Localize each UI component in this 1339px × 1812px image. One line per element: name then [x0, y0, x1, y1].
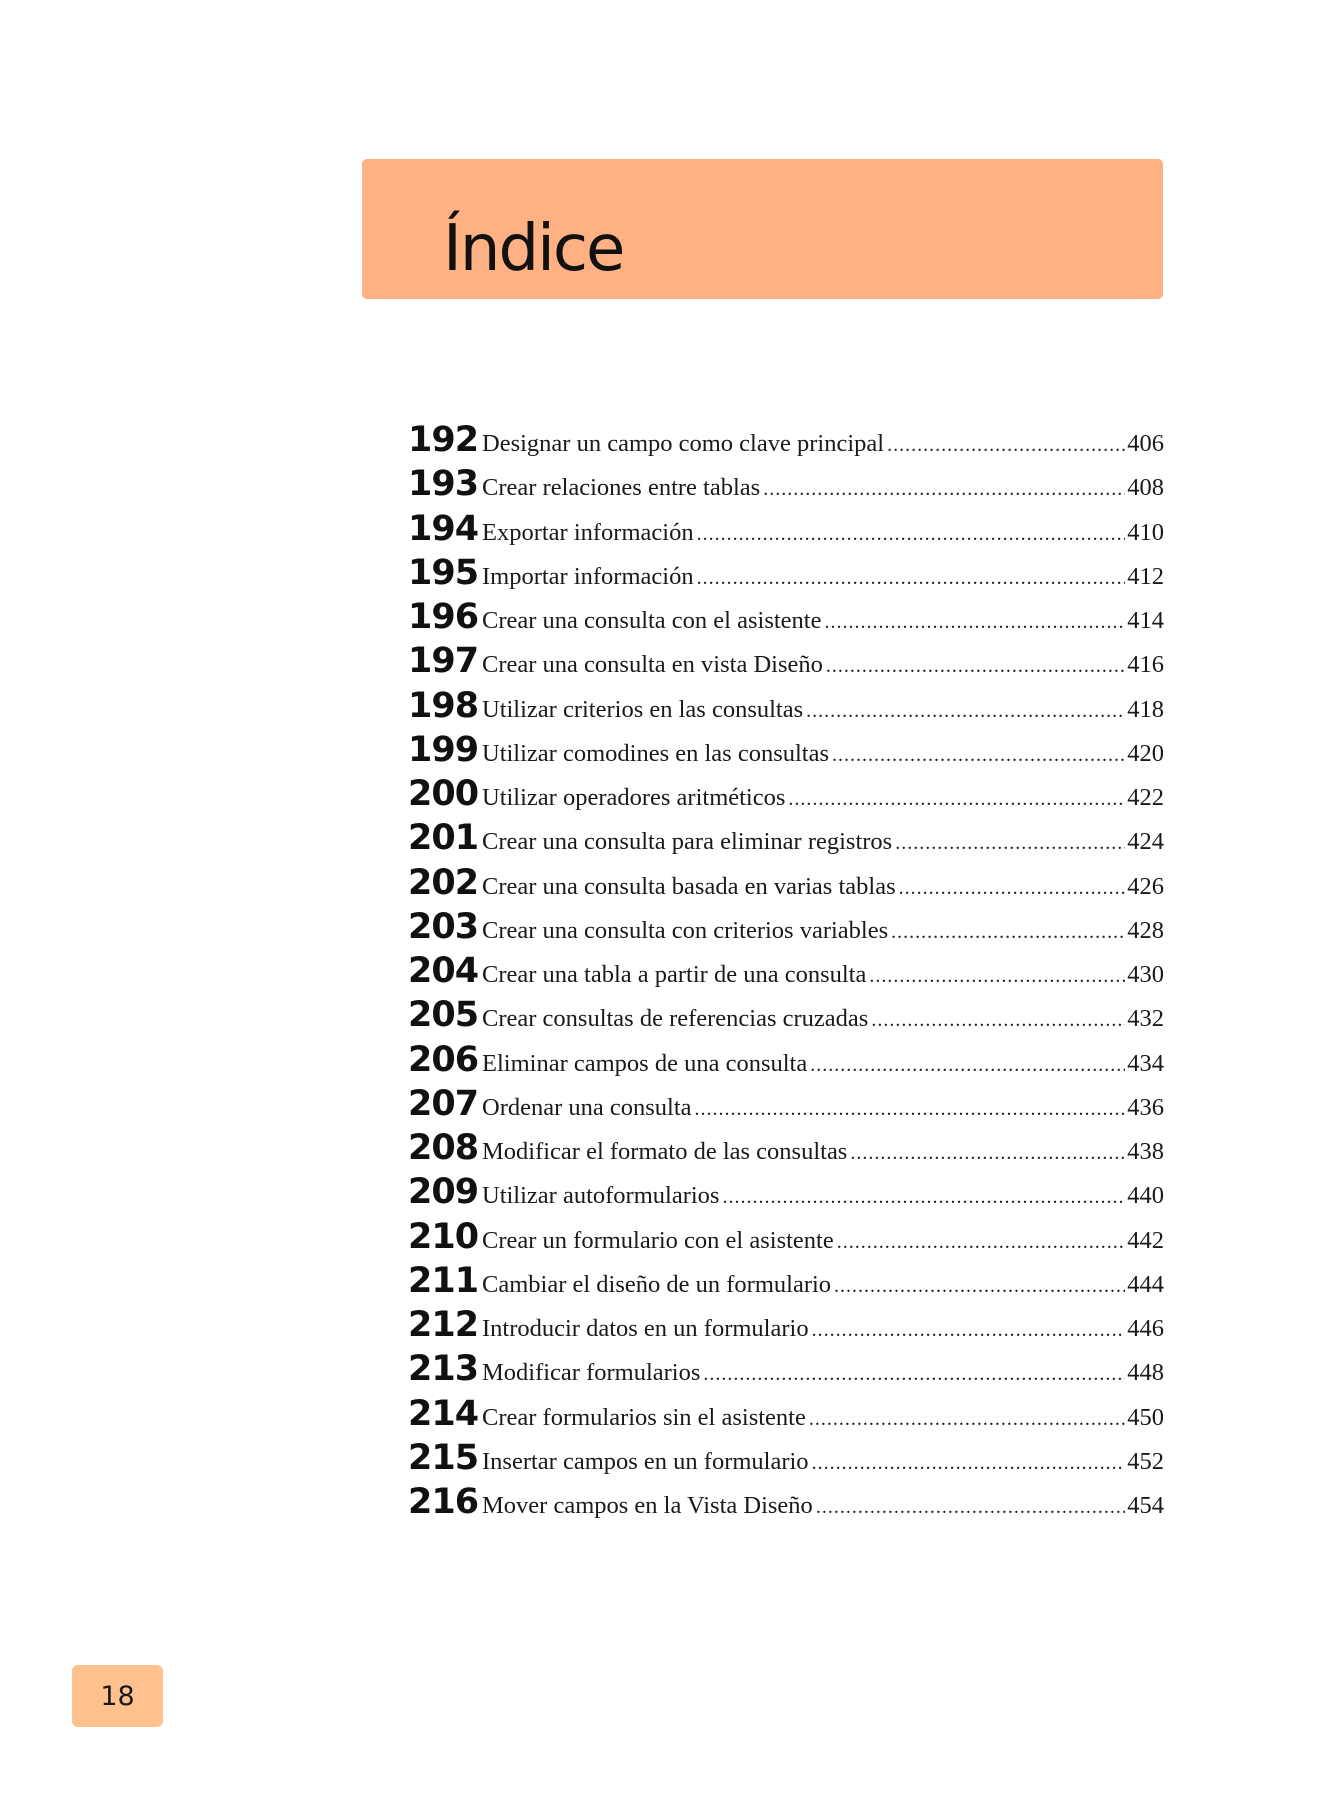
toc-entry-title: Utilizar autoformularios	[482, 1182, 720, 1210]
toc-entry-number: 197	[408, 641, 479, 682]
toc-entry-page: 442	[1127, 1226, 1164, 1254]
toc-entry[interactable]	[408, 1216, 1164, 1264]
toc-entry[interactable]	[408, 597, 1164, 644]
toc-entry[interactable]	[408, 906, 1164, 954]
toc-leader-dots	[824, 612, 1125, 632]
toc-entry-title: Modificar formularios	[482, 1359, 701, 1387]
toc-entry-page: 448	[1127, 1359, 1164, 1387]
toc-entry-title: Crear un formulario con el asistente	[482, 1226, 834, 1254]
toc-entry-title: Crear una consulta para eliminar registros	[482, 828, 893, 856]
toc-entry[interactable]	[408, 818, 1164, 865]
toc-leader-dots	[697, 524, 1126, 544]
toc-entry[interactable]	[408, 420, 1164, 467]
toc-entry-page: 432	[1127, 1005, 1164, 1033]
toc-entry[interactable]	[408, 508, 1164, 556]
toc-entry-page: 420	[1127, 739, 1164, 767]
toc-leader-dots	[832, 745, 1125, 765]
toc-leader-dots	[703, 1364, 1125, 1384]
toc-leader-dots	[837, 1232, 1126, 1252]
toc-entry-title: Introducir datos en un formulario	[482, 1315, 809, 1342]
toc-leader-dots	[816, 1497, 1125, 1517]
toc-entry-number: 210	[408, 1216, 479, 1257]
toc-entry-number: 212	[408, 1305, 479, 1345]
toc-entry[interactable]	[408, 1305, 1164, 1352]
toc-entry[interactable]	[408, 1128, 1164, 1175]
toc-entry-number: 198	[408, 685, 479, 726]
toc-leader-dots	[695, 1099, 1126, 1119]
toc-entry-title: Crear formularios sin el asistente	[482, 1403, 806, 1431]
toc-entry-number: 204	[408, 951, 479, 991]
toc-entry-page: 438	[1127, 1138, 1164, 1165]
toc-entry-number: 214	[408, 1393, 479, 1434]
toc-entry[interactable]	[408, 1172, 1164, 1219]
toc-entry[interactable]	[408, 685, 1164, 733]
toc-entry-title: Crear una consulta basada en varias tablas	[482, 872, 896, 900]
toc-entry[interactable]	[408, 1437, 1164, 1485]
toc-entry-number: 206	[408, 1039, 479, 1080]
toc-entry-number: 213	[408, 1349, 479, 1390]
toc-entry-page: 454	[1127, 1492, 1164, 1519]
toc-entry-number: 205	[408, 995, 479, 1036]
title-banner	[362, 159, 1163, 299]
toc-leader-dots	[826, 656, 1125, 676]
toc-entry-page: 406	[1127, 430, 1164, 457]
toc-leader-dots	[899, 878, 1126, 898]
toc-entry-page: 408	[1127, 474, 1164, 502]
toc-leader-dots	[809, 1409, 1125, 1429]
toc-entry[interactable]	[408, 464, 1164, 511]
toc-leader-dots	[871, 1010, 1125, 1030]
toc-entry-number: 200	[408, 774, 479, 814]
toc-entry[interactable]	[408, 641, 1164, 688]
toc-entry-page: 418	[1127, 695, 1164, 723]
toc-entry-page: 452	[1127, 1447, 1164, 1475]
toc-entry-page: 412	[1127, 562, 1164, 590]
toc-entry-page: 416	[1127, 651, 1164, 679]
toc-entry-title: Cambiar el diseño de un formulario	[482, 1270, 832, 1298]
toc-entry-page: 410	[1127, 518, 1164, 546]
toc-leader-dots	[850, 1143, 1125, 1163]
toc-entry-page: 434	[1127, 1049, 1164, 1077]
toc-entry-page: 450	[1127, 1403, 1164, 1431]
toc-entry-title: Crear una consulta en vista Diseño	[482, 651, 823, 679]
toc-entry-title: Utilizar comodines en las consultas	[482, 739, 829, 767]
toc-entry-number: 216	[408, 1482, 479, 1522]
toc-leader-dots	[806, 701, 1125, 721]
toc-entry-title: Crear una consulta con criterios variables	[482, 916, 889, 944]
toc-entry-number: 211	[408, 1260, 479, 1301]
toc-leader-dots	[722, 1187, 1125, 1207]
toc-entry-title: Utilizar operadores aritméticos	[482, 784, 786, 811]
toc-leader-dots	[810, 1055, 1125, 1075]
toc-entry-page: 414	[1127, 607, 1164, 634]
toc-leader-dots	[697, 568, 1126, 588]
toc-entry-page: 430	[1127, 961, 1164, 988]
toc-entry-page: 428	[1127, 916, 1164, 944]
toc-entry-number: 192	[408, 420, 479, 460]
toc-entry-title: Eliminar campos de una consulta	[482, 1049, 808, 1077]
toc-entry[interactable]	[408, 1393, 1164, 1441]
toc-leader-dots	[763, 479, 1125, 499]
toc-entry[interactable]	[408, 995, 1164, 1042]
toc-entry-page: 436	[1127, 1093, 1164, 1121]
toc-entry[interactable]	[408, 1039, 1164, 1087]
toc-entry-number: 209	[408, 1172, 479, 1213]
toc-entry-title: Utilizar criterios en las consultas	[482, 695, 804, 723]
toc-entry-number: 194	[408, 508, 479, 549]
toc-entry[interactable]	[408, 729, 1164, 777]
toc-leader-dots	[788, 789, 1125, 809]
toc-entry[interactable]	[408, 1349, 1164, 1396]
toc-entry-number: 201	[408, 818, 479, 859]
toc-entry-page: 446	[1127, 1315, 1164, 1342]
page-number-badge	[72, 1665, 163, 1727]
toc-entry[interactable]	[408, 774, 1164, 821]
toc-entry-number: 215	[408, 1437, 479, 1478]
toc-entry[interactable]	[408, 1260, 1164, 1308]
toc-entry-title: Importar información	[482, 562, 694, 590]
toc-entry-title: Insertar campos en un formulario	[482, 1447, 809, 1475]
toc-entry-title: Ordenar una consulta	[482, 1093, 692, 1121]
toc-leader-dots	[891, 922, 1125, 942]
toc-entry[interactable]	[408, 951, 1164, 998]
page-title: Índice	[443, 212, 624, 286]
toc-entry-title: Modificar el formato de las consultas	[482, 1138, 848, 1165]
toc-entry-number: 196	[408, 597, 479, 637]
toc-leader-dots	[812, 1453, 1126, 1473]
toc-entry-title: Mover campos en la Vista Diseño	[482, 1492, 813, 1519]
toc-leader-dots	[812, 1320, 1126, 1340]
page-number: 18	[100, 1681, 135, 1712]
toc-entry-title: Crear una consulta con el asistente	[482, 607, 822, 634]
toc-entry-number: 208	[408, 1128, 479, 1168]
toc-entry-page: 424	[1127, 828, 1164, 856]
toc-entry-title: Designar un campo como clave principal	[482, 430, 885, 457]
toc-entry-number: 199	[408, 729, 479, 770]
toc-entry-page: 422	[1127, 784, 1164, 811]
toc-entry-title: Crear consultas de referencias cruzadas	[482, 1005, 869, 1033]
toc-leader-dots	[869, 966, 1125, 986]
toc-entry-number: 202	[408, 862, 479, 903]
toc-entry[interactable]	[408, 552, 1164, 600]
toc-leader-dots	[895, 833, 1125, 853]
toc-entry-title: Crear una tabla a partir de una consulta	[482, 961, 867, 988]
toc-entry-title: Exportar información	[482, 518, 694, 546]
table-of-contents	[408, 420, 1164, 1529]
toc-entry-number: 193	[408, 464, 479, 505]
toc-entry[interactable]	[408, 862, 1164, 910]
toc-leader-dots	[887, 435, 1125, 455]
toc-entry-page: 440	[1127, 1182, 1164, 1210]
toc-entry-number: 195	[408, 552, 479, 593]
toc-leader-dots	[834, 1276, 1125, 1296]
toc-entry-page: 426	[1127, 872, 1164, 900]
toc-entry[interactable]	[408, 1083, 1164, 1131]
toc-entry-number: 207	[408, 1083, 479, 1124]
toc-entry-number: 203	[408, 906, 479, 947]
toc-entry[interactable]	[408, 1482, 1164, 1529]
toc-entry-title: Crear relaciones entre tablas	[482, 474, 761, 502]
toc-entry-page: 444	[1127, 1270, 1164, 1298]
